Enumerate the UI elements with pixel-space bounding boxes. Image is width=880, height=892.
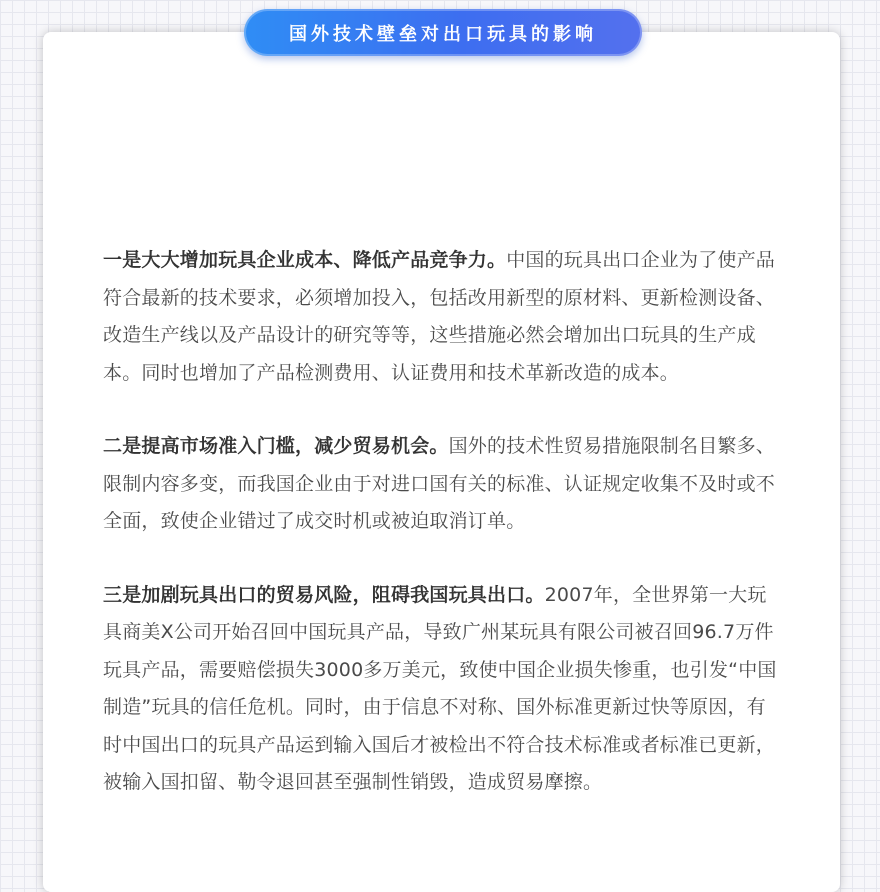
paragraph-3-heading: 三是加剧玩具出口的贸易风险，阻碍我国玩具出口。 [103, 583, 545, 606]
paragraph-1-body: 中国的玩具出口企业为了使产品符合最新的技术要求，必须增加投入，包括改用新型的原材料、更新检测设备、改造生产线以及产品设计的研究等等，这些措施必然会增加出口玩具的生产成本。同时也增加了产品检测费用、认证费用和技术革新改造的成本。 [103, 249, 776, 384]
title-banner [244, 9, 642, 56]
paragraph-1 [103, 242, 783, 392]
paragraph-3-body: 2007年，全世界第一大玩具商美X公司开始召回中国玩具产品，导致广州某玩具有限公司被召回96.7万件玩具产品，需要赔偿损失3000多万美元，致使中国企业损失惨重，也引发“中国制造”玩具的信任危机。同时，由于信息不对称、国外标准更新过快等原因，有时中国出口的玩具产品运到输入国后才被检出不符合技术标准或者标准已更新，被输入国扣留、勒令退回甚至强制性销毁，造成贸易摩擦。 [103, 583, 777, 793]
article-body [103, 242, 783, 838]
paragraph-3 [103, 577, 783, 802]
paragraph-2-heading: 二是提高市场准入门槛，减少贸易机会。 [103, 435, 449, 457]
page-title: 国外技术壁垒对出口玩具的影响 [289, 23, 597, 45]
paragraph-2 [103, 428, 783, 541]
paragraph-1-heading: 一是大大增加玩具企业成本、降低产品竞争力。 [103, 249, 507, 271]
paragraph-2-body: 国外的技术性贸易措施限制名目繁多、限制内容多变，而我国企业由于对进口国有关的标准、认证规定收集不及时或不全面，致使企业错过了成交时机或被迫取消订单。 [103, 435, 776, 532]
